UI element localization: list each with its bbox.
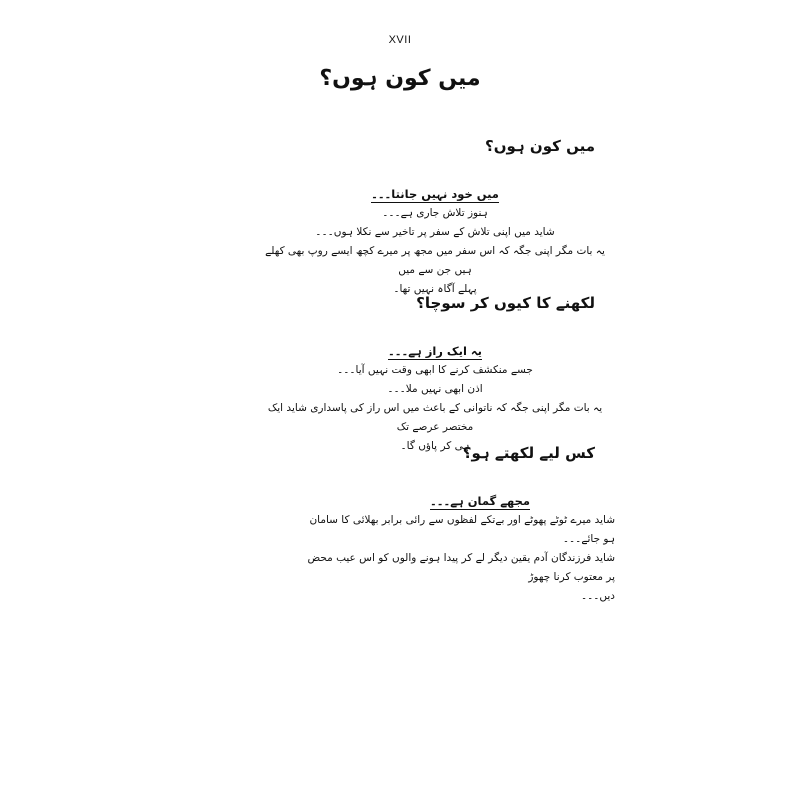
section-who-am-i [265,136,605,299]
lead-text: مجھے گمان ہے۔۔۔ [430,494,530,508]
section-lead-line [255,341,615,361]
body-line: شاید فرزندگان آدم یقین دیگر لے کر پیدا ہونے والوں کو اس عیب محض پر معتوب کرنا چھوڑ [307,552,615,583]
section-heading: لکھنے کا کیوں کر سوچا؟ [416,294,595,312]
page-number: XVII [388,34,412,46]
section-body [255,184,615,299]
body-line: شاید میں اپنی تلاش کے سفر پر تاخیر سے نکلا ہوں۔۔۔ [315,226,555,238]
section-heading: میں کون ہوں؟ [485,137,595,155]
lead-text: یہ ایک راز ہے۔۔۔ [388,344,482,358]
section-lead-line [255,184,615,204]
body-line: یہ بات مگر اپنی جگہ کہ ناتوانی کے باعث میں اس راز کی پاسداری شاید ایک مختصر عرصے تک [267,402,603,433]
lead-text: میں خود نہیں جانتا۔۔۔ [371,187,499,201]
section-why-write [267,293,603,456]
body-line: پہلے آگاہ نہیں تھا۔ [393,283,477,295]
section-body [305,491,615,606]
section-for-what [280,443,615,606]
body-line: ہی کر پاؤں گا۔ [400,440,470,452]
body-line: دیں۔۔۔ [580,590,615,602]
body-line: جسے منکشف کرنے کا ابھی وقت نہیں آیا۔۔۔ [337,364,533,376]
section-body [255,341,615,456]
section-lead-line [305,491,615,511]
body-line: شاید میرے ٹوٹے پھوٹے اور بےتکے لفظوں سے رائی برابر بھلائی کا سامان ہو جائے۔۔۔ [309,514,615,545]
page-title: میں کون ہوں؟ [319,66,481,91]
body-line: اذن ابھی نہیں ملا۔۔۔ [387,383,483,395]
body-line: ہنوز تلاش جاری ہے۔۔۔ [382,207,488,219]
section-heading: کس لیے لکھتے ہو؟ [462,444,595,462]
body-line: یہ بات مگر اپنی جگہ کہ اس سفر میں مجھ پر میرے کچھ ایسے روپ بھی کھلے ہیں جن سے میں [265,245,605,276]
